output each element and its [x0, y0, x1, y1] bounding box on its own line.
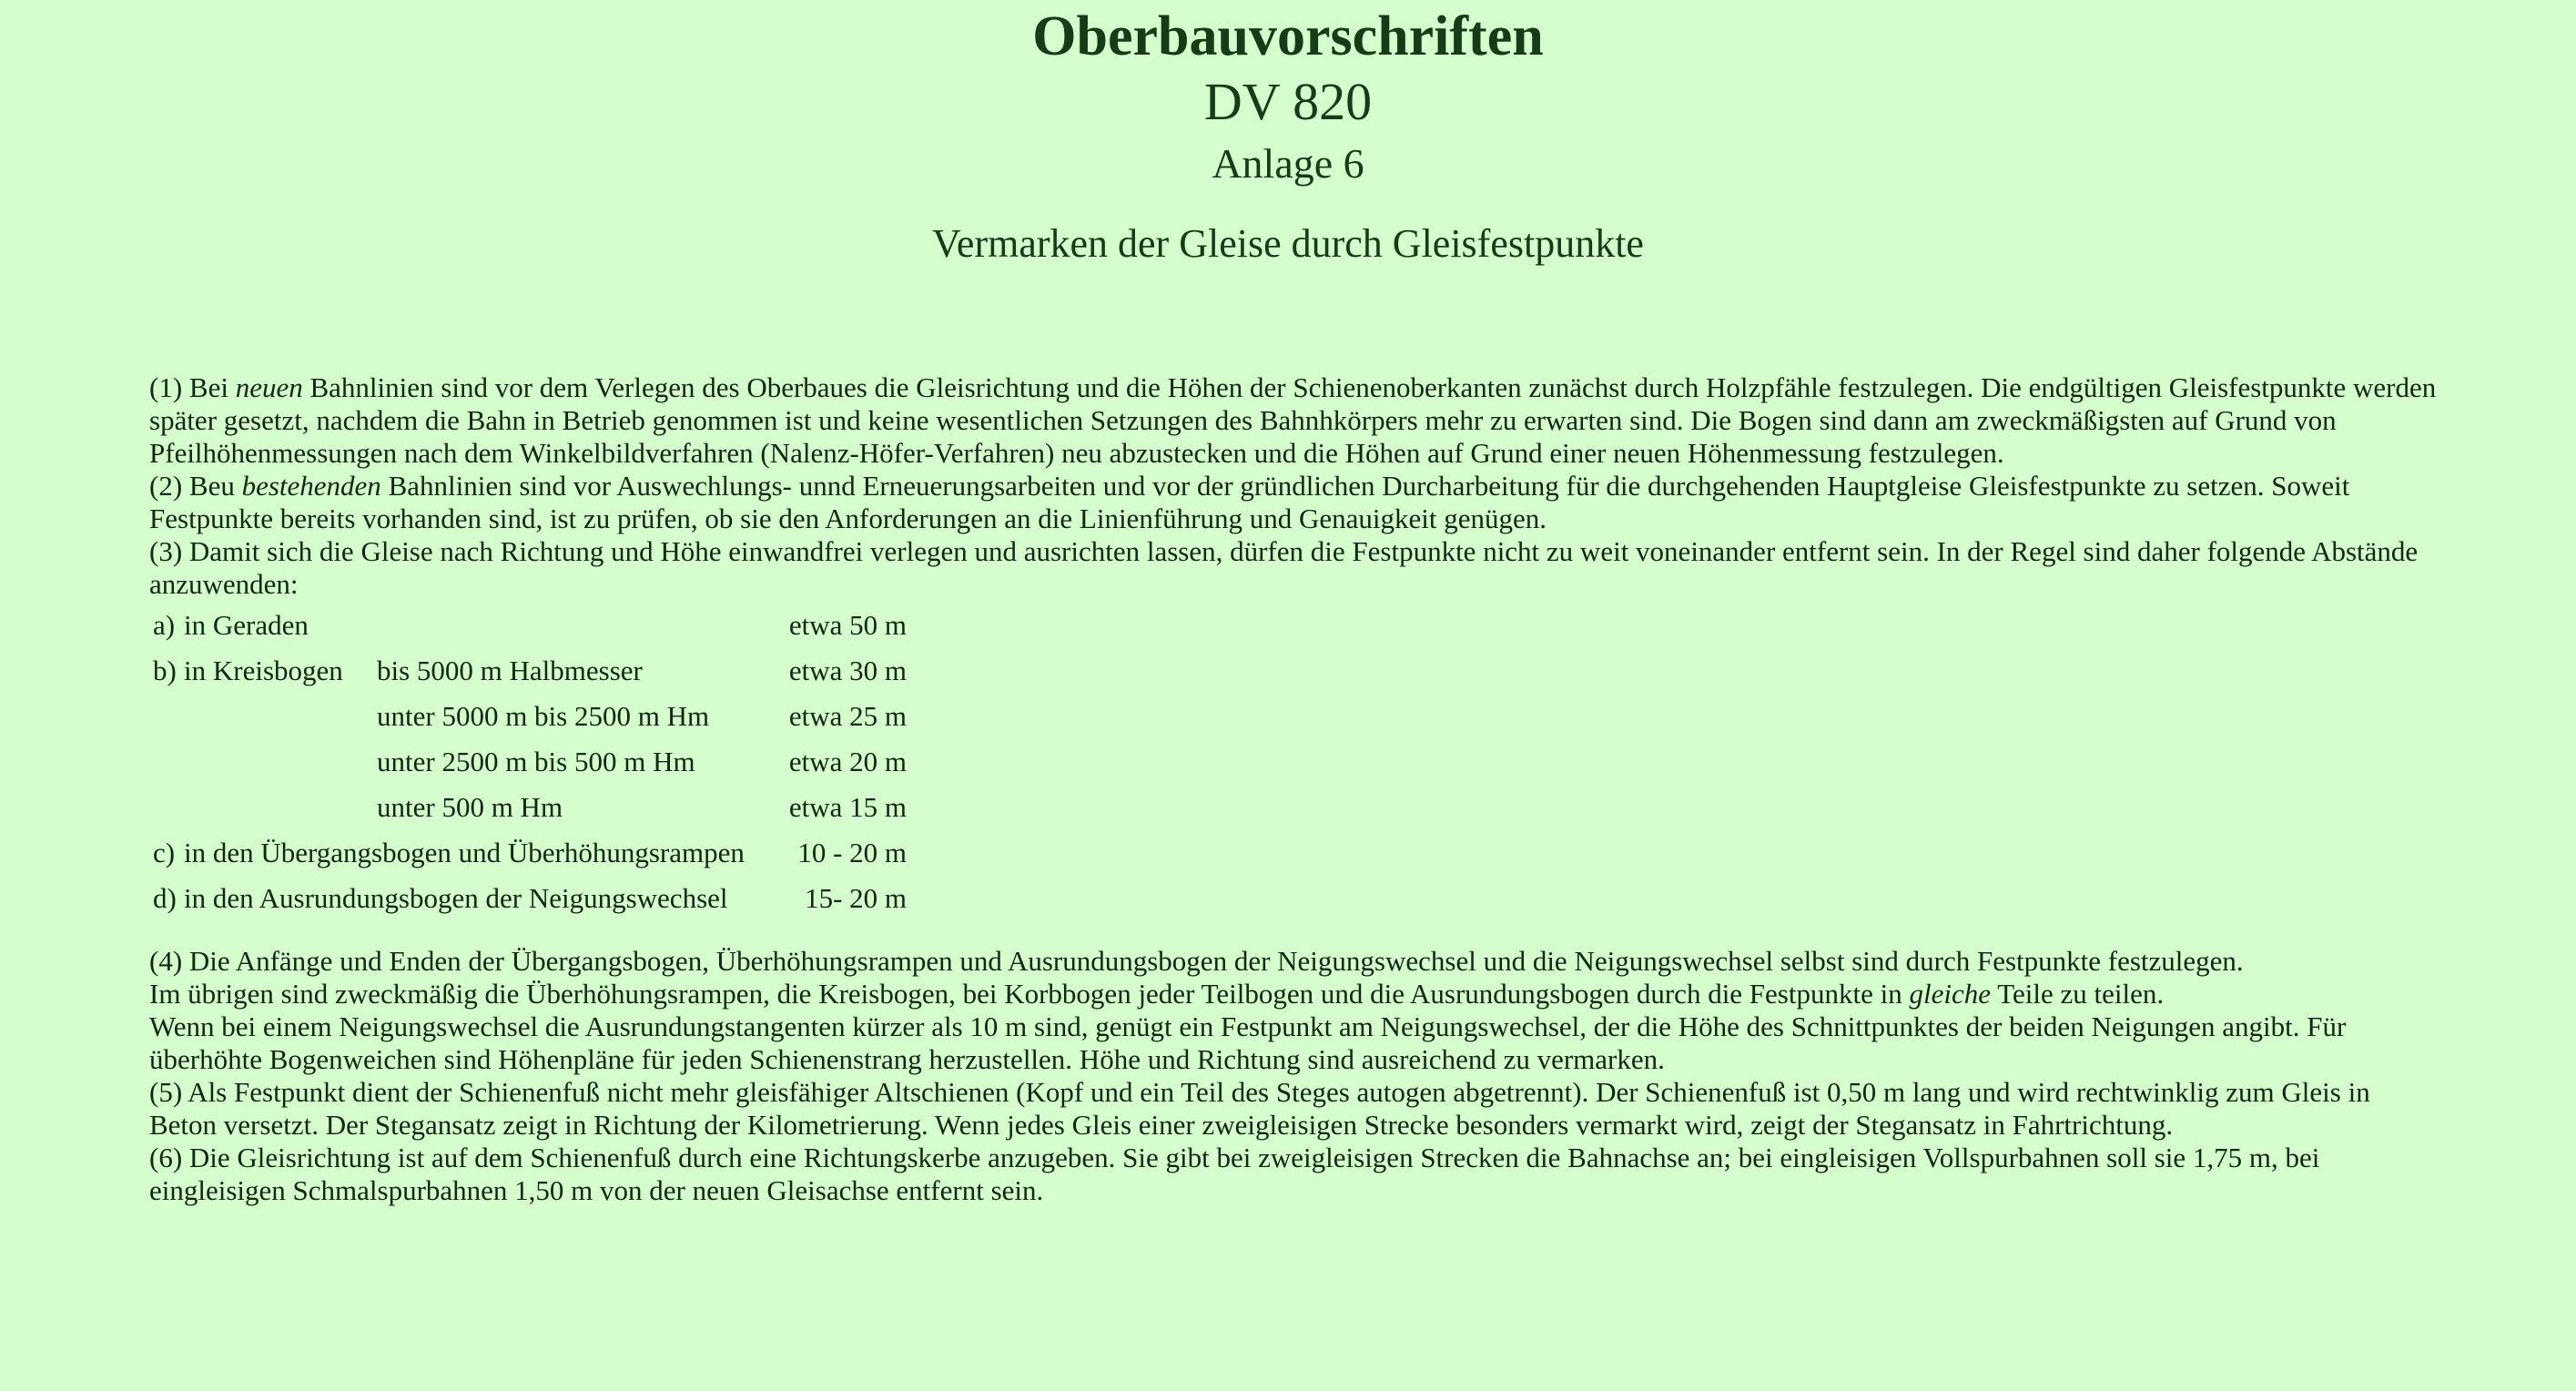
paragraph-4-emphasis: gleiche [1909, 978, 1991, 1010]
paragraph-4-line-3: Wenn bei einem Neigungswechsel die Ausrundungstangenten kürzer als 10 m sind, genügt ein Festpunkt am Neigungswechsel, der die Höhe des Schnittpunktes der beiden Neigungen angibt. Für überhöhte Bogenweichen sind Höhenpläne für jeden Schienenstrang herzustellen. Höhe und Richtung sind ausreichend zu vermarken. [149, 1010, 2347, 1075]
paragraph-2-text-rest: Bahnlinien sind vor Auswechlungs- unnd Erneuerungsarbeiten und vor der gründlichen Durcharbeitung für die durchgehenden Hauptgleise Gleisfestpunkte zu setzen. Soweit Festpunkte bereits vorhanden sind, ist zu prüfen, ob sie den Anforderungen an die Linienführung und Genauigkeit genügen. [149, 470, 2350, 534]
distance-value: etwa 50 m [788, 609, 907, 641]
distance-row [149, 876, 907, 921]
distance-letter: b) [153, 655, 177, 686]
distance-value: 15- 20 m [805, 882, 907, 914]
distance-letter [149, 739, 184, 785]
distance-letter: c) [153, 837, 176, 868]
distance-detail [377, 603, 779, 648]
distance-detail: unter 500 m Hm [377, 791, 563, 823]
paragraph-4-line-2-rest: Teile zu teilen. [1991, 978, 2165, 1010]
distance-label [184, 739, 377, 785]
paragraph-2 [149, 470, 2443, 535]
distance-letter: a) [153, 609, 176, 641]
distance-letter [149, 785, 184, 830]
paragraph-5: (5) Als Festpunkt dient der Schienenfuß nicht mehr gleisfähiger Altschienen (Kopf und ein Teil des Steges autogen abgetrennt). Der Schienenfuß ist 0,50 m lang und wird rechtwinklig zum Gleis in Beton versetzt. Der Stegansatz zeigt in Richtung der Kilometrierung. Wenn jedes Gleis einer zweigleisigen Strecke besonders vermarkt wird, zeigt der Stegansatz in Fahrtrichtung. [149, 1076, 2370, 1141]
document-header [0, 4, 2576, 269]
paragraph-4-line-1: (4) Die Anfänge und Enden der Übergangsbogen, Überhöhungsrampen und Ausrundungsbogen der Neigungswechsel und die Neigungswechsel selbst sind durch Festpunkte festzulegen. [149, 945, 2244, 977]
paragraph-1 [149, 371, 2443, 470]
paragraph-1-text-rest: Bahnlinien sind vor dem Verlegen des Oberbaues die Gleisrichtung und die Höhen der Schienenoberkanten zunächst durch Holzpfähle festzulegen. Die endgültigen Gleisfestpunkte werden später gesetzt, nachdem die Bahn in Betrieb genommen ist und keine wesentlichen Setzungen des Bahnhkörpers mehr zu erwarten sind. Die Bogen sind dann am zweckmäßigsten auf Grund von Pfeilhöhenmessungen nach dem Winkelbildverfahren (Nalenz-Höfer-Verfahren) neu abzustecken und die Höhen auf Grund einer neuen Höhenmessung festzulegen. [149, 371, 2437, 469]
paragraph-2-emphasis: bestehenden [241, 470, 381, 502]
distance-detail: unter 5000 m bis 2500 m Hm [377, 700, 710, 732]
page-title: Oberbauvorschriften [1032, 5, 1544, 67]
distance-row [149, 785, 907, 830]
distance-table-body [149, 603, 907, 921]
distance-detail: unter 2500 m bis 500 m Hm [377, 746, 695, 777]
distance-value: etwa 20 m [788, 746, 907, 777]
distance-row [149, 830, 907, 876]
distance-row [149, 603, 907, 648]
distance-value: 10 - 20 m [797, 837, 907, 868]
distance-label: in den Ausrundungsbogen der Neigungswechsel [184, 882, 728, 914]
distance-value: etwa 25 m [788, 700, 907, 732]
distance-label: in Geraden [184, 609, 309, 641]
section-heading: Vermarken der Gleise durch Gleisfestpunkte [932, 221, 1644, 266]
document-number: DV 820 [1203, 72, 1373, 131]
distance-label [184, 785, 377, 830]
distance-label: in Kreisbogen [184, 655, 343, 686]
paragraph-4-line-2-text: Im übrigen sind zweckmäßig die Überhöhungsrampen, die Kreisbogen, bei Korbbogen jeder Teilbogen und die Ausrundungsbogen durch die Festpunkte in [149, 978, 1910, 1010]
paragraph-2-text: (2) Beu [149, 470, 242, 502]
distance-letter: d) [153, 882, 177, 914]
distance-row [149, 694, 907, 739]
distance-value: etwa 30 m [788, 655, 907, 686]
distance-row [149, 648, 907, 694]
paragraph-3: (3) Damit sich die Gleise nach Richtung und Höhe einwandfrei verlegen und ausrichten lassen, dürfen die Festpunkte nicht zu weit voneinander entfernt sein. In der Regel sind daher folgende Abstände anzuwenden: [149, 535, 2419, 600]
distance-table [149, 603, 907, 921]
distance-value: etwa 15 m [788, 791, 907, 823]
paragraph-1-emphasis: neuen [235, 371, 303, 403]
document-body [149, 371, 2443, 1207]
distance-label [184, 694, 377, 739]
paragraph-6: (6) Die Gleisrichtung ist auf dem Schienenfuß durch eine Richtungskerbe anzugeben. Sie gibt bei zweigleisigen Strecken die Bahnachse an; bei eingleisigen Vollspurbahnen soll sie 1,75 m, bei eingleisigen Schmalspurbahnen 1,50 m von der neuen Gleisachse entfernt sein. [149, 1142, 2320, 1206]
distance-letter [149, 694, 184, 739]
distance-detail: bis 5000 m Halbmesser [377, 655, 643, 686]
annex-label: Anlage 6 [1212, 140, 1364, 187]
paragraph-1-text: (1) Bei [149, 371, 236, 403]
distance-label: in den Übergangsbogen und Überhöhungsrampen [184, 837, 745, 868]
paragraph-4-line-2 [149, 978, 2443, 1010]
distance-row [149, 739, 907, 785]
